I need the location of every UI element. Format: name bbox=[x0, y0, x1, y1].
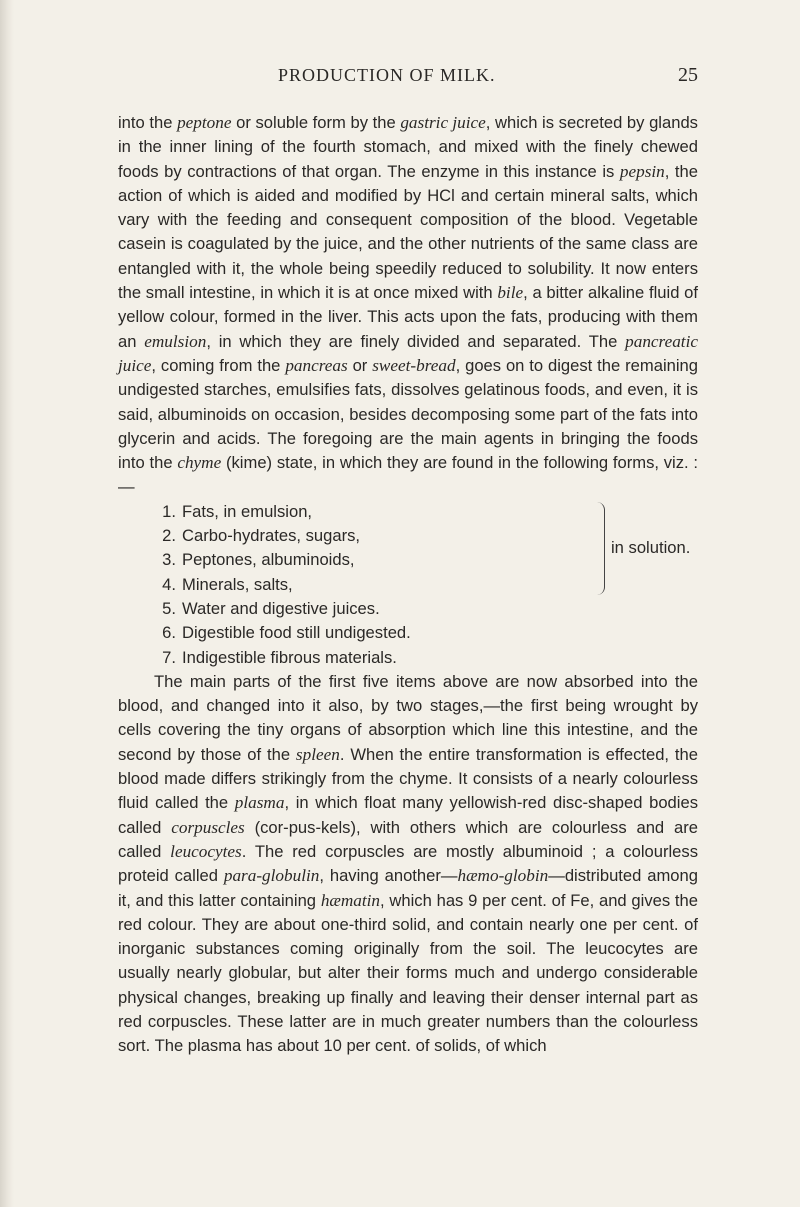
list-item bbox=[154, 646, 698, 670]
italic-term: sweet-bread bbox=[372, 355, 456, 375]
text-run: , coming from the bbox=[151, 355, 286, 375]
text-run: into the bbox=[118, 113, 178, 132]
text-run: or soluble form by the bbox=[231, 113, 401, 132]
italic-term: pepsin bbox=[619, 161, 665, 181]
text-run: , in which float many yellowish-red disc-shaped bodies called bbox=[118, 793, 698, 837]
italic-term: pancreatic juice bbox=[118, 331, 698, 375]
text-run: , a bitter alkaline fluid of yellow colour, formed in the liver. This acts upon the fats, producing with them an bbox=[118, 283, 698, 351]
italic-term: pancreas bbox=[285, 355, 348, 375]
italic-term: chyme bbox=[177, 453, 222, 473]
list-number: 3. bbox=[162, 550, 176, 570]
italic-term: emulsion bbox=[144, 331, 207, 351]
italic-term: bile bbox=[497, 283, 524, 303]
running-header bbox=[278, 64, 698, 87]
body-text bbox=[118, 111, 698, 1059]
italic-term: para-globulin bbox=[223, 866, 320, 886]
text-run: The main parts of the first five items above are now absorbed into the blood, and changed into it also, by two stages,—the first being wrought by cells covering the tiny organs of absorption which line this intestine, and the second by those of the bbox=[118, 671, 698, 764]
text-run: (cor-pus-kels), with others which are colourless and are called bbox=[118, 817, 698, 861]
text-run: . The red corpuscles are mostly albuminoid ; a colourless proteid called bbox=[118, 841, 698, 886]
curly-brace-icon bbox=[596, 502, 605, 595]
running-title: PRODUCTION OF MILK. bbox=[278, 65, 496, 85]
page-binding-edge bbox=[0, 0, 14, 1207]
italic-term: hæmo-globin bbox=[457, 866, 549, 886]
text-run: , the action of which is aided and modified by HCl and certain mineral salts, which vary with the feeding and consequent composition of the blood. Vegetable casein is coagulated by the juice, and the other nutrients of the same class are entangled with it, the whole being speedily reduced to solubility. It now enters the small intestine, in which it is at once mixed with bbox=[118, 161, 698, 303]
solution-group bbox=[154, 500, 698, 597]
italic-term: leucocytes bbox=[170, 841, 242, 861]
list-text: Peptones, albuminoids, bbox=[182, 550, 355, 570]
italic-term: spleen bbox=[295, 744, 340, 764]
paragraph-digestion bbox=[118, 111, 698, 500]
text-run: , having another— bbox=[319, 866, 458, 886]
list-number: 1. bbox=[162, 501, 176, 521]
text-run: , in which they are finely divided and separated. The bbox=[206, 331, 626, 351]
list-number: 5. bbox=[162, 598, 176, 618]
list-number: 2. bbox=[162, 526, 176, 546]
book-page bbox=[118, 64, 698, 1059]
italic-term: hæmatin bbox=[320, 890, 381, 910]
list-number: 6. bbox=[162, 623, 176, 643]
list-number: 7. bbox=[162, 647, 176, 667]
text-run: or bbox=[347, 355, 373, 375]
paragraph-blood bbox=[118, 670, 698, 1059]
text-run: —distributed among it, and this latter containing bbox=[118, 866, 698, 910]
text-run: . When the entire transformation is effected, the blood made differs strikingly from the chyme. It consists of a nearly colourless fluid called the bbox=[118, 744, 698, 813]
chyme-forms-list bbox=[154, 500, 698, 670]
italic-term: peptone bbox=[177, 113, 232, 132]
text-run: , goes on to digest the remaining undigested starches, emulsifies fats, dissolves gelatinous foods, and even, it is said, albuminoids on occasion, besides decomposing some part of the fats into glycerin and acids. The foregoing are the main agents in bringing the foods into the bbox=[118, 355, 698, 473]
list-item bbox=[154, 597, 698, 621]
list-text: Water and digestive juices. bbox=[182, 598, 380, 618]
italic-term: gastric juice bbox=[400, 113, 486, 132]
text-run: (kime) state, in which they are found in the following forms, viz. :— bbox=[118, 453, 698, 497]
list-text: Digestible food still undigested. bbox=[182, 623, 411, 643]
list-text: Indigestible fibrous materials. bbox=[182, 647, 397, 667]
list-text: Carbo-hydrates, sugars, bbox=[182, 526, 361, 546]
list-number: 4. bbox=[162, 574, 176, 594]
italic-term: corpuscles bbox=[171, 817, 245, 837]
brace-annotation bbox=[596, 500, 690, 597]
text-run: , which is secreted by glands in the inner lining of the fourth stomach, and mixed with the finely chewed foods by contractions of that organ. The enzyme in this instance is bbox=[118, 113, 698, 181]
list-text: Fats, in emulsion, bbox=[182, 501, 313, 521]
page-number: 25 bbox=[678, 64, 698, 86]
italic-term: plasma bbox=[234, 793, 285, 813]
brace-label: in solution. bbox=[611, 538, 691, 558]
text-run: , which has 9 per cent. of Fe, and gives the red colour. They are about one-third solid, and contain nearly one per cent. of inorganic substances coming originally from the soil. The leucocytes are usually nearly globular, but alter their forms much and undergo considerable physical changes, breaking up finally and leaving their denser internal part as red corpuscles. These latter are in much greater numbers than the colourless sort. The plasma has about 10 per cent. of solids, of which bbox=[118, 890, 698, 1056]
list-item bbox=[154, 621, 698, 645]
list-text: Minerals, salts, bbox=[182, 574, 293, 594]
